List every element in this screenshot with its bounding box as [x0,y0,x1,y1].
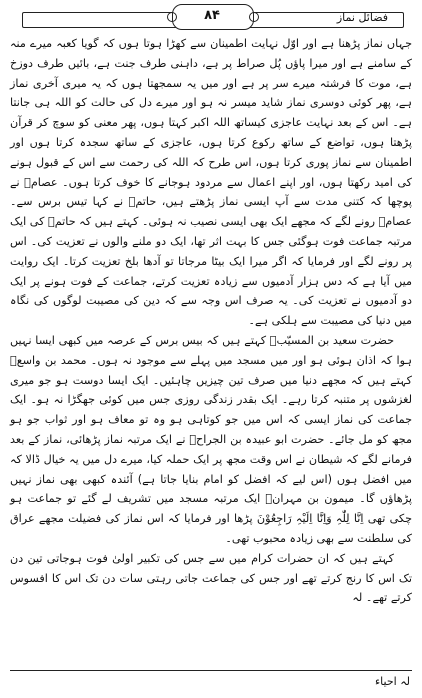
page-number: ۸۴ [204,8,220,23]
footnote-divider [10,670,412,671]
running-title: فضائل نماز [336,11,388,24]
paragraph-2: حضرت سعید بن المسیّبؒ کہتے ہیں کہ بیس برس کے عرصہ میں کبھی ایسا نہیں ہوا کہ اذان ہوئی ہو اور میں مسجد میں پہلے سے موجود نہ ہوں۔ محمد بن واسعؒ کہتے ہیں کہ مجھے دنیا میں صرف تین چیزیں چاہئیں۔ ایک ایسا دوست ہو جو میری لغزشوں پر متنبہ کرتا رہے۔ ایک بقدر زندگی روزی جس میں کوئی جھگڑا نہ ہو۔ ایک جماعت کی نماز ایسی کہ اس میں جو کوتاہی ہو وہ تو معاف ہو اور ثواب جو ہو مجھ کو مل جائے۔ حضرت ابو عبیدہ بن الجراحؓ نے ایک مرتبہ نماز پڑھائی، نماز کے بعد فرمانے لگے کہ شیطان نے اس وقت مجھ پر ایک حملہ کیا، میرے دل میں یہ خیال ڈالا کہ میں افضل ہوں (اس لیے کہ افضل کو امام بنایا جاتا ہے) آئندہ کبھی بھی نماز نہیں پڑھاؤں گا۔ میمون بن مہرانؒ ایک مرتبہ مسجد میں تشریف لے گئے تو جماعت ہو چکی تھی اِنَّا لِلّٰہِ وَاِنَّا اِلَیْہِ رَاجِعُوْنَ پڑھا اور فرمایا کہ اس نماز کی فضیلت مجھے عراق کی سلطنت سے بھی زیادہ محبوب تھی۔ [10,333,412,545]
footnote: لہ احیاء [375,675,410,688]
paragraph-1: جہاں نماز پڑھنا ہے اور اوّل نہایت اطمینان سے کھڑا ہوتا ہوں کہ گویا کعبہ میرے منہ کے سامنے ہے اور میرا پاؤں پُل صراط پر ہے، داہنی طرف جنت ہے، بائیں طرف دوزخ ہے، موت کا فرشتہ میرے سر پر ہے اور میں یہ سمجھتا ہوں کہ یہ میری آخری نماز ہے، پھر کوئی دوسری نماز شاید میسر نہ ہو اور میرے دل کی حالت کو اللہ ہی جانتا ہے۔ اس کے بعد نہایت عاجزی کیساتھ اللہ اکبر کہتا ہوں، پھر معنی کو سوچ کر قرآن پڑھتا ہوں، تواضع کے ساتھ رکوع کرتا ہوں، عاجزی کے ساتھ سجدہ کرتا ہوں اور اطمینان سے نماز پوری کرتا ہوں، اس طرح کہ اللہ کی رحمت سے اس کے قبول ہونے کی امید رکھتا ہوں، اور اپنے اعمال سے مردود ہوجانے کا خوف کرتا ہوں۔ عصامؒ نے پوچھا کہ کتنی مدت سے آپ ایسی نماز پڑھتے ہیں، حاتمؒ نے کہا تیس برس سے۔ عصامؒ رونے لگے کہ مجھے ایک بھی ایسی نصیب نہ ہوئی۔ کہتے ہیں کہ حاتمؒ کی ایک مرتبہ جماعت فوت ہوگئی جس کا بہت اثر تھا، ایک دو ملنے والوں نے تعزیت کی۔ اس پر رونے لگے اور فرمایا کہ اگر میرا ایک بیٹا مرجاتا تو آدھا بلخ تعزیت کرتا۔ ایک روایت میں آیا ہے کہ دس ہزار آدمیوں سے زیادہ تعزیت کرتے، جماعت کے فوت ہونے پر ایک دو آدمیوں نے تعزیت کی۔ یہ صرف اس وجہ سے کہ دین کی مصیبت لوگوں کی نگاہ میں دنیا کی مصیبت سے ہلکی ہے۔ [10,37,412,328]
page-header [22,4,402,30]
paragraph-3: کہتے ہیں کہ ان حضرات کرام میں سے جس کی تکبیر اولیٰ فوت ہوجاتی تین دن تک اس کا رنج کرتے تھے اور جس کی جماعت جاتی رہتی سات دن تک اس کا افسوس کرتے تھے۔ لہ [10,551,412,605]
body-text [10,34,412,608]
